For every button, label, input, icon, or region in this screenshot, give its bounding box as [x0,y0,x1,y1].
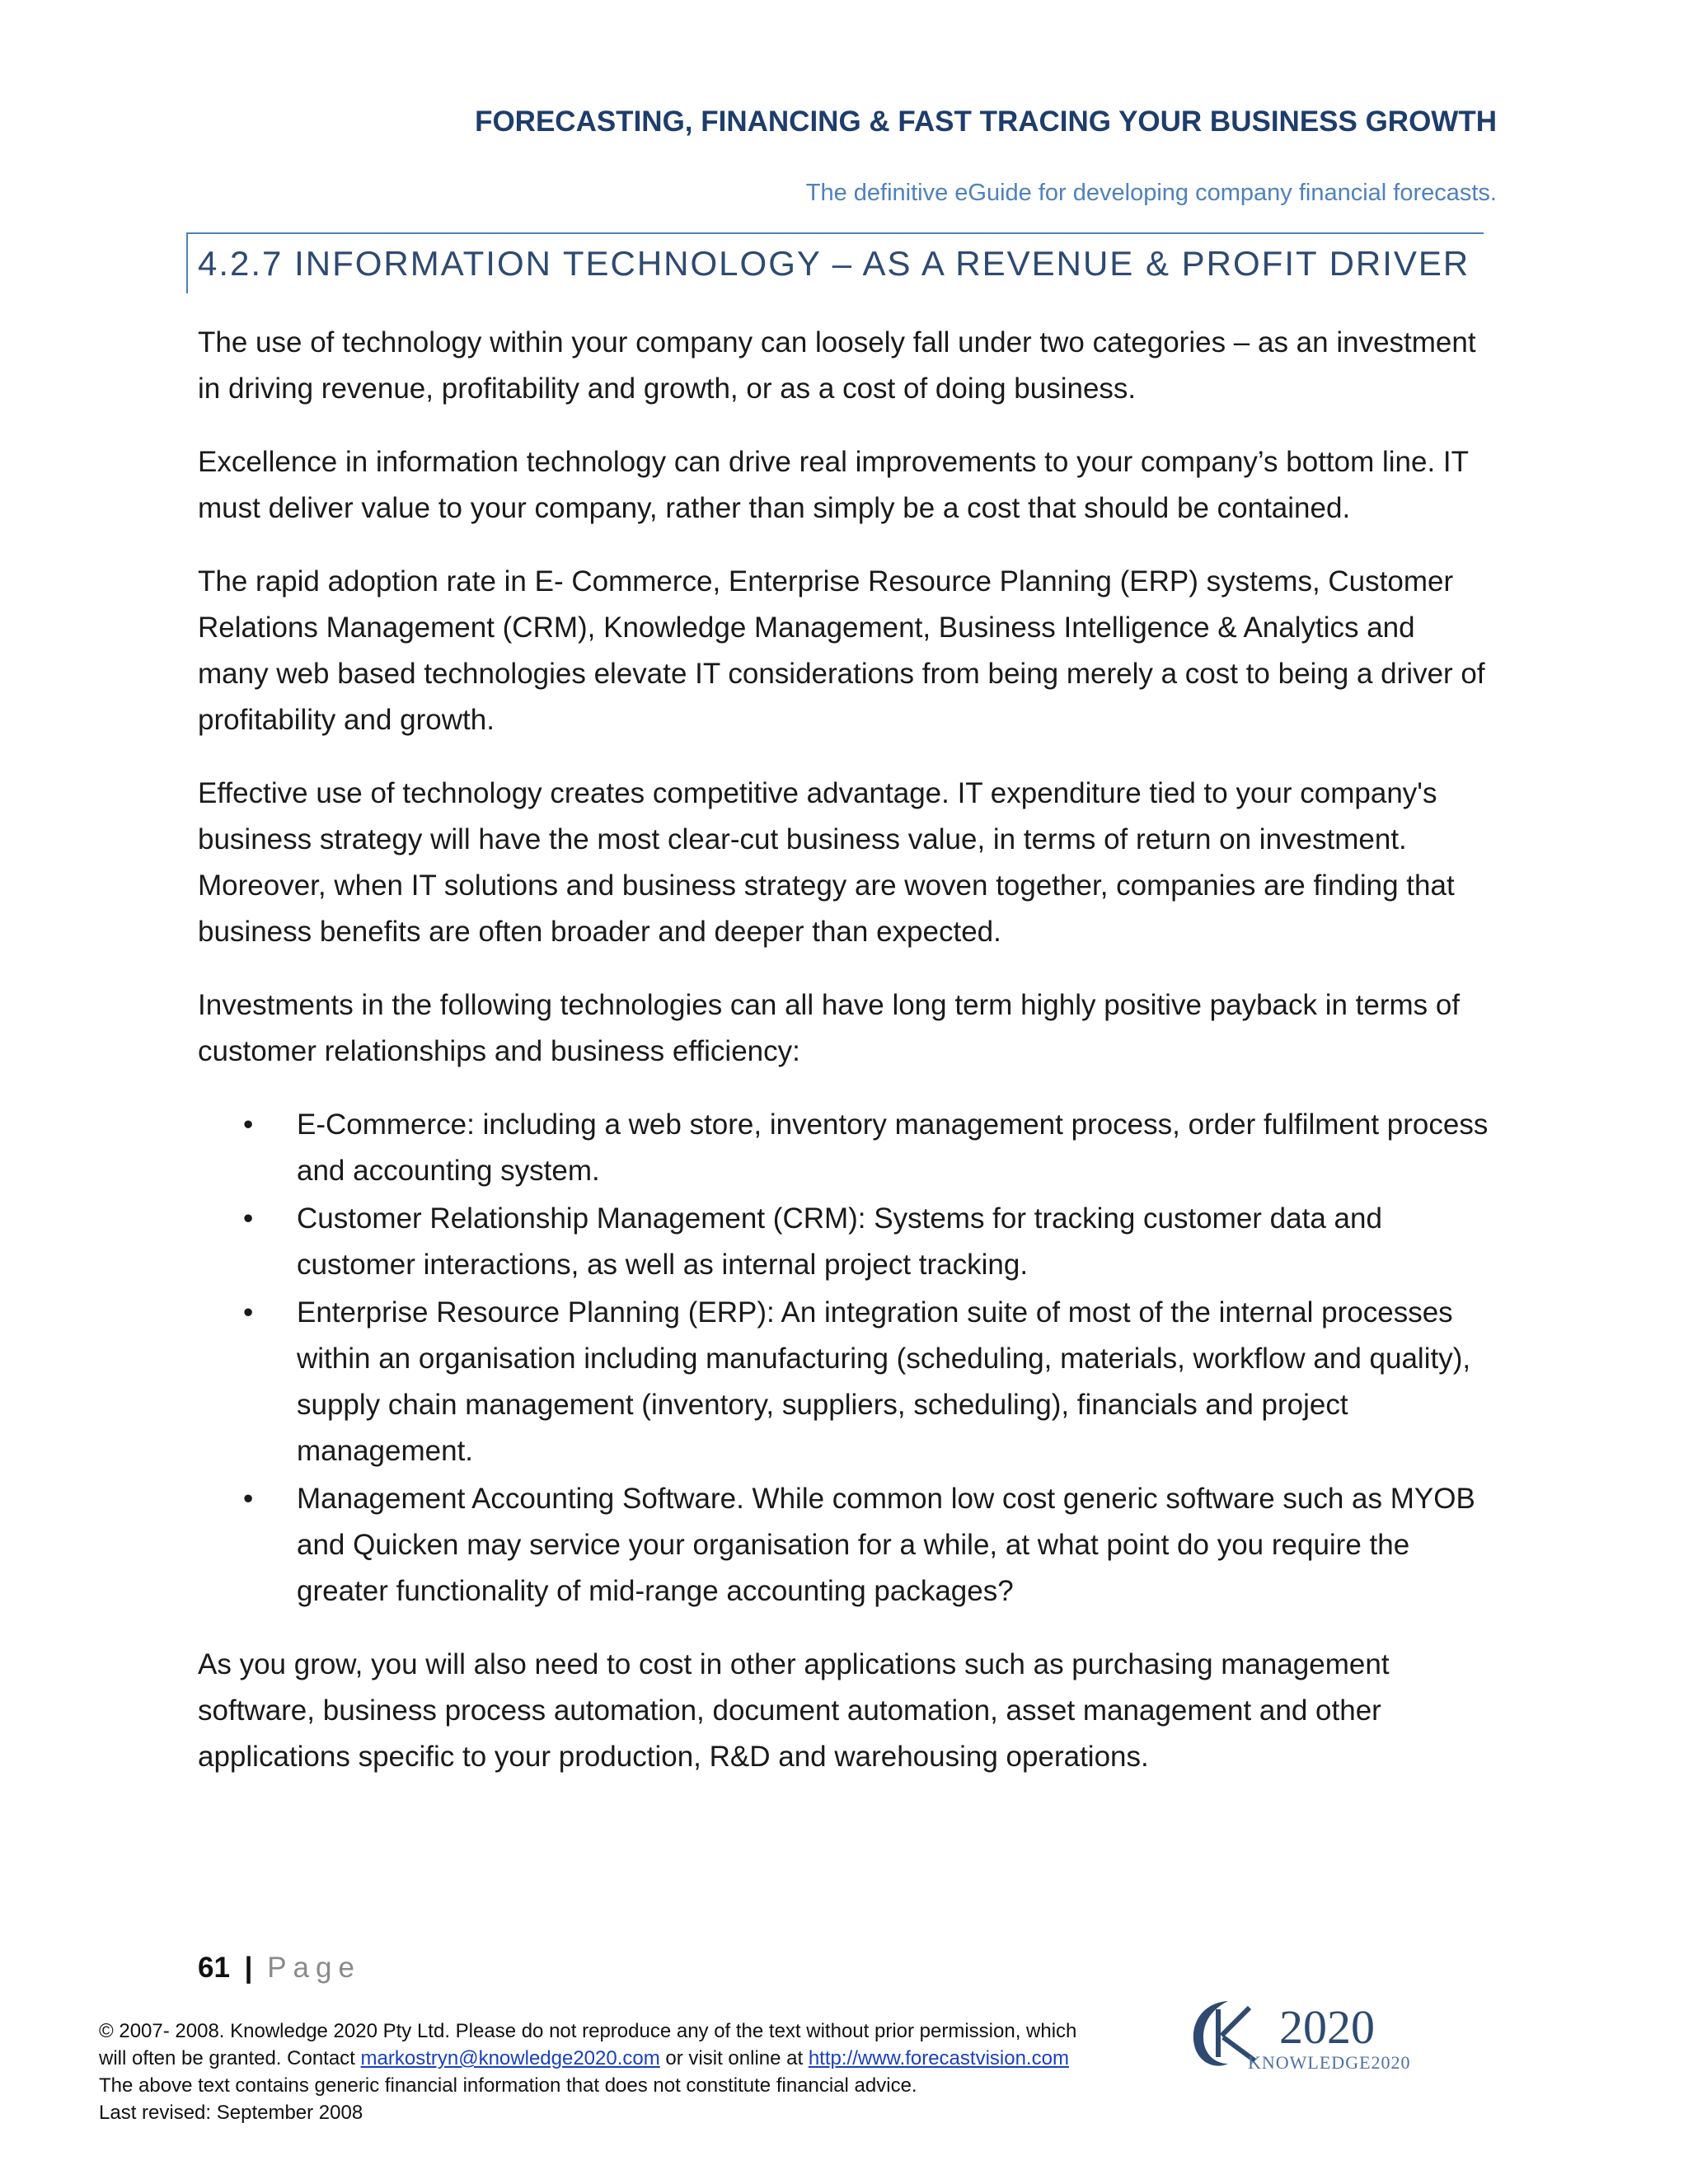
logo-sub-text: KNOWLEDGE2020 [1248,2052,1411,2073]
paragraph-6: As you grow, you will also need to cost in other applications such as purchasing management software, business process automation, document automation, asset management and other applications specific to your production, R&D and warehousing operations. [198,1648,1390,1773]
paragraph-5: Investments in the following technologies can all have long term highly positive payback in terms of customer relationships and business efficiency: [198,989,1461,1067]
bullet-icon: • [243,1296,254,1329]
page-number [198,1952,361,1985]
list-item-text: Management Accounting Software. While common low cost generic software such as MYOB and Quicken may service your organisation for a while, at what point do you require the greater functionality of mid-range accounting packages? [297,1483,1475,1607]
list-item-text: E-Commerce: including a web store, inventory management process, order fulfilment process and accounting system. [297,1108,1489,1187]
knowledge2020-logo [1179,1993,1426,2083]
list-item [198,1102,1492,1194]
list-item-text: Customer Relationship Management (CRM): Systems for tracking customer data and customer interactions, as well as internal project tracking. [297,1202,1382,1281]
page-word: Page [267,1952,361,1984]
body-content [198,320,1492,1807]
email-link[interactable]: markostryn@knowledge2020.com [360,2047,660,2069]
footer-contact-text: will often be granted. Contact [99,2047,361,2069]
paragraph-2: Excellence in information technology can drive real improvements to your company’s bottom line. IT must deliver value to your company, rather than simply be a cost that should be contained. [198,446,1469,524]
bullet-icon: • [243,1483,254,1515]
paragraph-4: Effective use of technology creates competitive advantage. IT expenditure tied to your company's business strategy will have the most clear-cut business value, in terms of return on investment. Moreover, when IT solutions and business strategy are woven together, companies are finding that business benefits are often broader and deeper than expected. [198,777,1455,948]
bullet-icon: • [243,1108,254,1141]
list-item [198,1290,1492,1474]
footer-disclaimer: The above text contains generic financial information that does not constitute financial advice. [99,2074,917,2097]
page-number-separator: | [244,1952,253,1984]
list-item [198,1196,1492,1288]
footer [99,2018,1170,2126]
section-heading: 4.2.7 INFORMATION TECHNOLOGY – AS A REVENUE & PROFIT DRIVER [198,244,1470,283]
bullet-icon: • [243,1202,254,1235]
footer-contact [99,2045,1170,2072]
list-item-text: Enterprise Resource Planning (ERP): An integration suite of most of the internal processes within an organisation including manufacturing (scheduling, materials, workflow and quality), supply chain management (inventory, suppliers, scheduling), financials and project management. [297,1296,1471,1467]
header-subtitle: The definitive eGuide for developing company financial forecasts. [805,180,1497,206]
header-title: FORECASTING, FINANCING & FAST TRACING YOUR BUSINESS GROWTH [475,105,1497,138]
paragraph-1: The use of technology within your company can loosely fall under two categories – as an investment in driving revenue, profitability and growth, or as a cost of doing business. [198,326,1476,405]
logo-main-text: 2020 [1279,2000,1375,2054]
website-link[interactable]: http://www.forecastvision.com [808,2047,1069,2069]
technology-list [198,1102,1492,1615]
page-number-value: 61 [198,1952,230,1984]
footer-contact-text-2: or visit online at [659,2047,809,2069]
footer-revision: Last revised: September 2008 [99,2102,363,2124]
list-item [198,1476,1492,1615]
footer-copyright: © 2007- 2008. Knowledge 2020 Pty Ltd. Please do not reproduce any of the text without prior permission, which [99,2020,1077,2042]
paragraph-3: The rapid adoption rate in E- Commerce, Enterprise Resource Planning (ERP) systems, Customer Relations Management (CRM), Knowledge Management, Business Intelligence & Analytics and many web based technologies elevate IT considerations from being merely a cost to being a driver of profitability and growth. [198,565,1485,736]
